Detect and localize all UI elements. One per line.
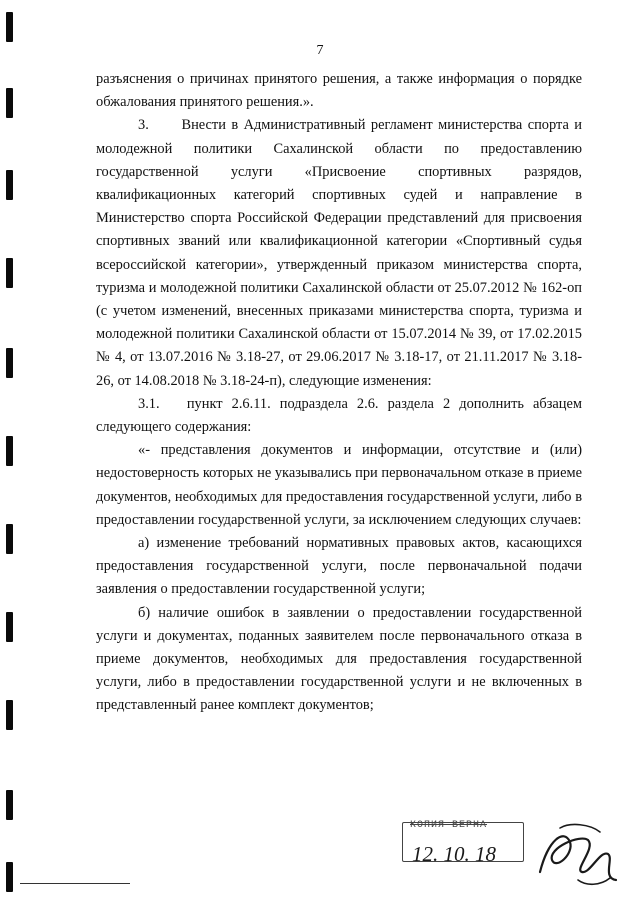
stamp-label: КОПИЯ ВЕРНА: [410, 820, 488, 831]
paragraph: «- представления документов и информации, отсутствие и (или) недостоверность которых не указывались при первоначальном отказе в приеме документов, необходимых для предоставления государственной услуги, либо в предоставлении государственной услуги, за исключением следующих случаев:: [96, 442, 582, 528]
paragraph: а) изменение требований нормативных правовых актов, касающихся предоставления государственной услуги, после первоначальной подачи заявления о предоставлении государственной услуги;: [96, 535, 582, 598]
document-body: [96, 68, 582, 718]
paragraph: 3. Внести в Административный регламент министерства спорта и молодежной политики Сахалинской области по предоставлению государственной услуги «Присвоение спортивных разрядов, квалификационных категорий спортивных судей и направление в Министерство спорта Российской Федерации представлений для присвоения спортивных званий или квалификационной категории «Спортивный судья всероссийской категории», утвержденный приказом министерства спорта, туризма и молодежной политики Сахалинской области от 25.07.2012 № 162-оп (с учетом изменений, внесенных приказами министерства спорта, туризма и молодежной политики Сахалинской области от 15.07.2014 № 39, от 17.02.2015 № 4, от 13.07.2016 № 3.18-27, от 29.06.2017 № 3.18-17, от 21.11.2017 № 3.18-26, от 14.08.2018 № 3.18-24-п), следующие изменения:: [96, 117, 582, 389]
page-number: 7: [316, 43, 324, 58]
margin-scribble: [20, 882, 130, 885]
handwritten-date: 12. 10. 18: [412, 842, 496, 866]
paragraph: разъяснения о причинах принятого решения, а также информация о порядке обжалования принятого решения.».: [96, 71, 582, 111]
signature: [530, 820, 622, 890]
binding-marks: [6, 0, 15, 905]
paragraph: 3.1. пункт 2.6.11. подраздела 2.6. раздела 2 дополнить абзацем следующего содержания:: [96, 395, 582, 436]
paragraph: б) наличие ошибок в заявлении о предоставлении государственной услуги и документах, поданных заявителем после первоначального отказа в приеме документов, необходимых для предоставления государственной услуги, либо в предоставлении государственной услуги и не включенных в представленный ранее комплект документов;: [96, 604, 582, 714]
